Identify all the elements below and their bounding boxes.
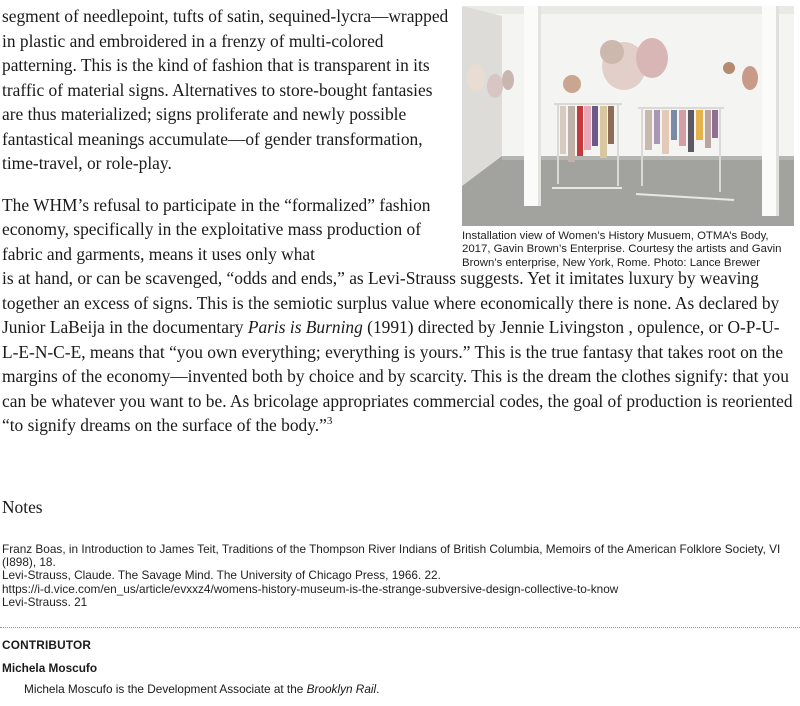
note-item: Levi-Strauss, Claude. The Savage Mind. The University of Chicago Press, 1966. 22.	[2, 568, 441, 583]
paragraph: segment of needlepoint, tufts of satin, sequined-lycra—wrapped in plastic and embroidered in a frenzy of multi-colored patterning. This is the kind of fashion that is transparent in its traffic of material signs. Alternatives to store-bought fantasies are thus materialized; signs proliferate and newly possible fantastical meanings accumulate—of gender transformation, time-travel, or role-play.	[2, 6, 449, 173]
note-item: https://i-d.vice.com/en_us/article/evxxz4/womens-history-museum-is-the-strange-subversive-design-collective-to-know	[2, 581, 619, 596]
note-item: Franz Boas, in Introduction to James Teit, Traditions of the Thompson River Indians of British Columbia, Memoirs of the American Folklore Society, VI (I898), 18.	[2, 542, 781, 570]
paragraph-narrow-text: The WHM’s refusal to participate in the “formalized” fashion economy, specifically in the exploitative mass production of fabric and garments, means it uses only what	[2, 194, 431, 264]
paragraph-text: (1991) directed by Jennie Livingston , opulence, or O-P-U-L-E-N-C-E, means that “you own everything; everything is yours.” This is the true fantasy that takes root on the margins of the economy—invented both by choice and by scarcity. This is the dream the clothes signify: that you can be whatever you want to be. As bricolage appropriates commercial codes, the goal of production is reoriented “to signify dreams on the surface of the body.”	[2, 317, 793, 435]
notes-heading: Notes	[2, 497, 43, 517]
contributor-label: CONTRIBUTOR	[2, 638, 92, 652]
article-body	[2, 4, 794, 438]
note-item: Levi-Strauss. 21	[2, 594, 88, 609]
notes-list	[2, 543, 794, 609]
paragraph	[2, 193, 794, 438]
footnote-link[interactable]: 3	[326, 415, 333, 428]
paragraph-text: is at hand, or can be scavenged, “odds and ends,” as Levi-Strauss suggests. Yet it imitates luxury by weaving together an excess of signs. This is the semiotic surplus value where economically there is none. As declared by Junior LaBeija in the documentary	[2, 268, 780, 337]
section-divider	[0, 627, 800, 628]
contributor-name[interactable]: Michela Moscufo	[2, 661, 98, 675]
film-title: Paris is Burning	[247, 317, 363, 337]
contributor-bio-suffix: .	[376, 682, 380, 696]
contributor-bio-text: Michela Moscufo is the Development Associate at the	[24, 682, 307, 696]
contributor-bio	[24, 682, 379, 696]
publication-name: Brooklyn Rail	[306, 682, 377, 696]
figure-caption: Installation view of Women’s History Musuem, OTMA’s Body, 2017, Gavin Brown’s Enterprise. Courtesy the artists and Gavin Brown’s enterprise, New York, Rome. Photo: Lance Brewer	[462, 230, 782, 269]
